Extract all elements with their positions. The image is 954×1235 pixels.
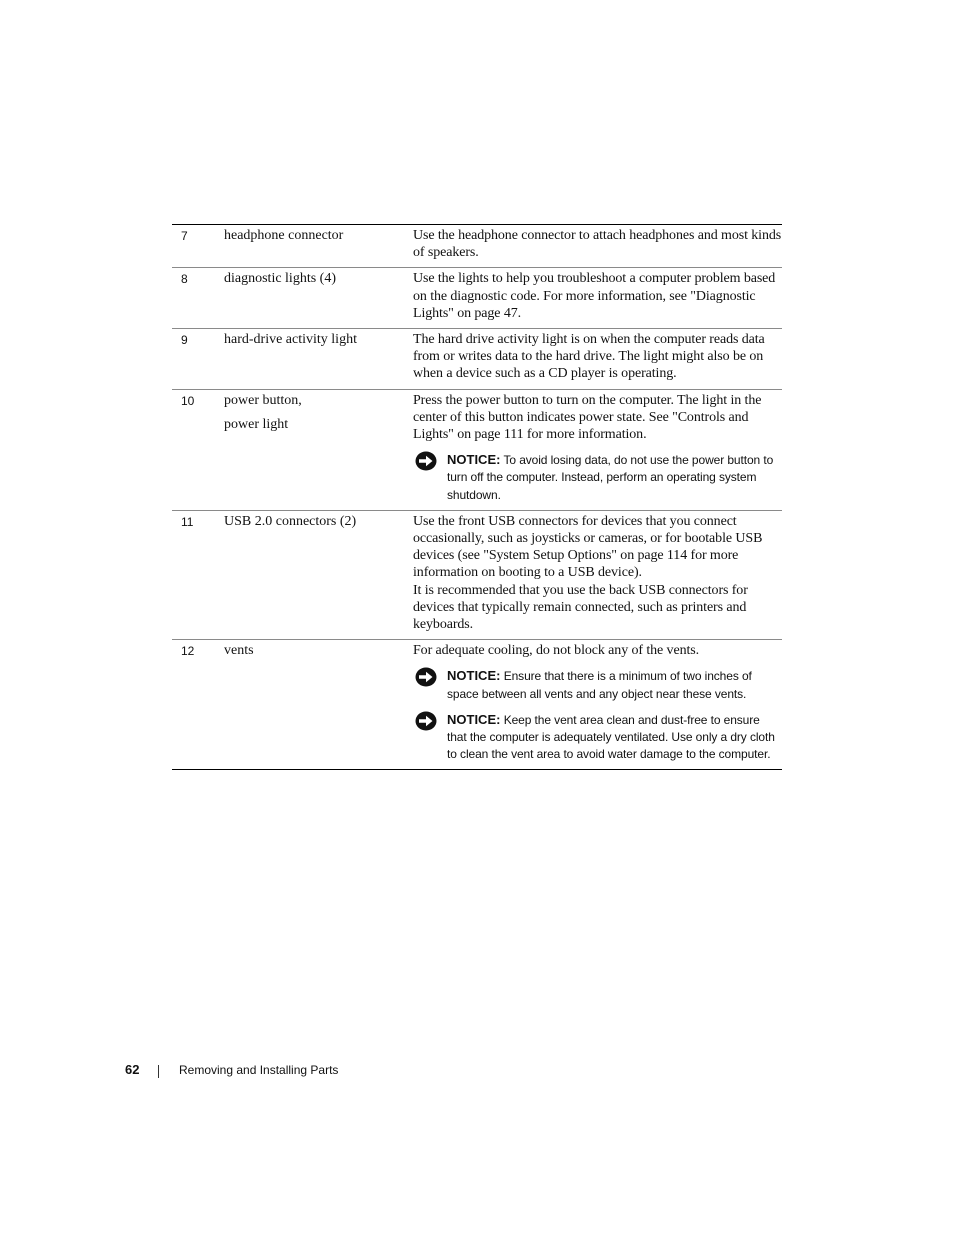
description-text: For adequate cooling, do not block any of the vents. <box>413 643 700 659</box>
footer-separator <box>158 1065 159 1078</box>
notice-text: Keep the vent area clean and dust-free to ensure that the computer is adequately ventilated. Use only a dry cloth to clean the vent area to avoid water damage to the computer. <box>447 712 775 762</box>
item-description <box>413 512 782 633</box>
table-row <box>172 389 782 510</box>
item-description <box>413 226 782 261</box>
item-name-line: power light <box>224 416 289 432</box>
item-name: headphone connector <box>224 228 344 243</box>
item-description <box>413 391 782 504</box>
item-number: 12 <box>181 644 195 659</box>
page-number: 62 <box>125 1062 140 1077</box>
notice-text: Ensure that there is a minimum of two inches of space between all vents and any object near these vents. <box>447 669 752 701</box>
table-row <box>172 267 782 328</box>
notice-label: NOTICE: <box>447 668 501 684</box>
notice-label: NOTICE: <box>447 711 501 727</box>
description-text: Use the front USB connectors for devices that you connect occasionally, such as joysticks or cameras, or for bootable USB devices (see "System Setup Options" on page 114 for more information on booting to a USB device). <box>413 513 763 581</box>
description-text: It is recommended that you use the back USB connectors for devices that typically remain connected, such as printers and keyboards. <box>413 582 748 633</box>
notice-arrow-icon <box>415 451 437 471</box>
notice-block <box>413 711 782 764</box>
item-description <box>413 330 782 383</box>
notice-block <box>413 667 782 702</box>
item-number: 9 <box>181 333 188 348</box>
item-name: diagnostic lights (4) <box>224 271 336 287</box>
notice-label: NOTICE: <box>447 452 501 468</box>
table-row <box>172 510 782 639</box>
notice-text: To avoid losing data, do not use the power button to turn off the computer. Instead, perform an operating system shutdown. <box>447 453 774 502</box>
item-number: 11 <box>181 514 194 529</box>
item-name: vents <box>224 643 254 659</box>
description-text: Press the power button to turn on the computer. The light in the center of this button indicates power state. See "Controls and Lights" on page 111 for more information. <box>413 392 762 443</box>
item-description <box>413 269 782 322</box>
item-number: 10 <box>181 393 195 408</box>
table-row <box>172 225 782 267</box>
description-text: The hard drive activity light is on when the computer reads data from or writes data to the hard drive. The light might also be on when a device such as a CD player is operating. <box>413 332 765 382</box>
item-name: hard-drive activity light <box>224 332 357 348</box>
notice-arrow-icon <box>415 667 437 687</box>
item-name: USB 2.0 connectors (2) <box>224 513 357 529</box>
footer-section-title: Removing and Installing Parts <box>179 1063 339 1077</box>
description-text: Use the headphone connector to attach headphones and most kinds of speakers. <box>413 228 782 261</box>
table-row <box>172 639 782 769</box>
components-table <box>172 224 782 770</box>
item-description <box>413 641 782 763</box>
notice-arrow-icon <box>415 711 437 731</box>
item-number: 8 <box>181 272 188 287</box>
item-name-line: power button, <box>224 392 302 408</box>
item-name <box>224 391 413 504</box>
table-row <box>172 328 782 389</box>
notice-block <box>413 451 782 504</box>
description-text: Use the lights to help you troubleshoot a computer problem based on the diagnostic code. For more information, see "Diagnostic Lights" on page 47. <box>413 271 776 321</box>
item-number: 7 <box>181 229 188 243</box>
